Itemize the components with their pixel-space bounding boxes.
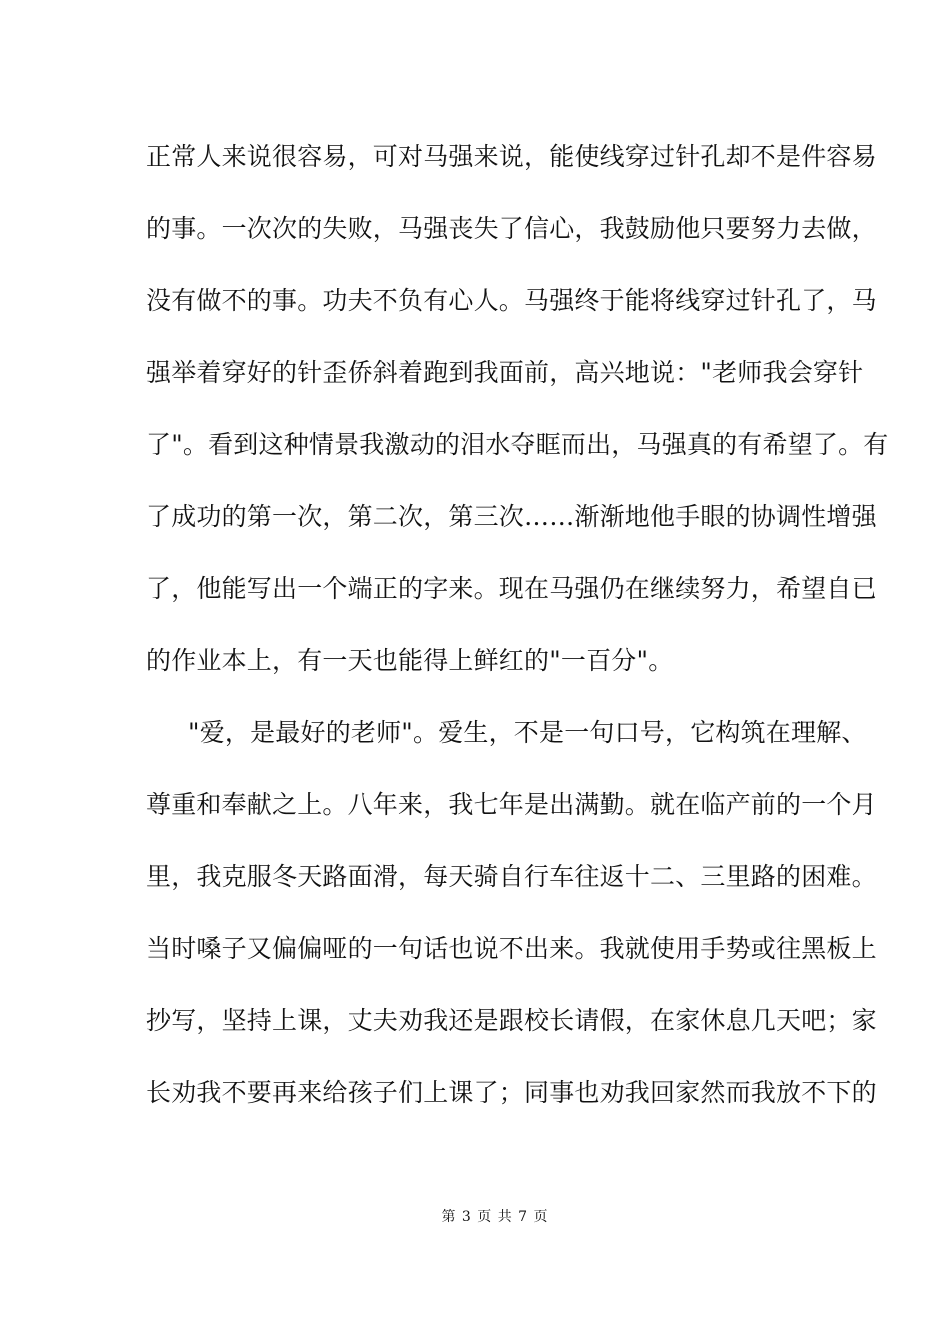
text-line: 当时嗓子又偏偏哑的一句话也说不出来。我就使用手势或往黑板上	[146, 934, 877, 963]
text-line: 的事。一次次的失败，马强丧失了信心，我鼓励他只要努力去做，	[146, 214, 877, 243]
text-line: 强举着穿好的针歪侨斜着跑到我面前，高兴地说："老师我会穿针	[146, 358, 864, 387]
text-line: 里，我克服冬天路面滑，每天骑自行车往返十二、三里路的困难。	[146, 862, 877, 891]
text-line: 长劝我不要再来给孩子们上课了；同事也劝我回家然而我放不下的	[146, 1078, 877, 1107]
text-line: 尊重和奉献之上。八年来，我七年是出满勤。就在临产前的一个月	[146, 790, 877, 819]
paragraph-first-line: "爱，是最好的老师"。爱生，不是一句口号，它构筑在理解、	[188, 718, 867, 747]
text-line: 了成功的第一次，第二次，第三次……渐渐地他手眼的协调性增强	[146, 502, 877, 531]
text-line: 正常人来说很容易，可对马强来说，能使线穿过针孔却不是件容易	[146, 142, 877, 171]
text-line: 的作业本上，有一天也能得上鲜红的"一百分"。	[146, 646, 674, 675]
page-number-footer: 第 3 页 共 7 页	[441, 1209, 549, 1225]
text-line: 没有做不的事。功夫不负有心人。马强终于能将线穿过针孔了，马	[146, 286, 877, 315]
text-line: 抄写，坚持上课，丈夫劝我还是跟校长请假，在家休息几天吧；家	[146, 1006, 877, 1035]
text-line: 了，他能写出一个端正的字来。现在马强仍在继续努力，希望自已	[146, 574, 877, 603]
text-line: 了"。看到这种情景我激动的泪水夺眶而出，马强真的有希望了。有	[146, 430, 889, 459]
